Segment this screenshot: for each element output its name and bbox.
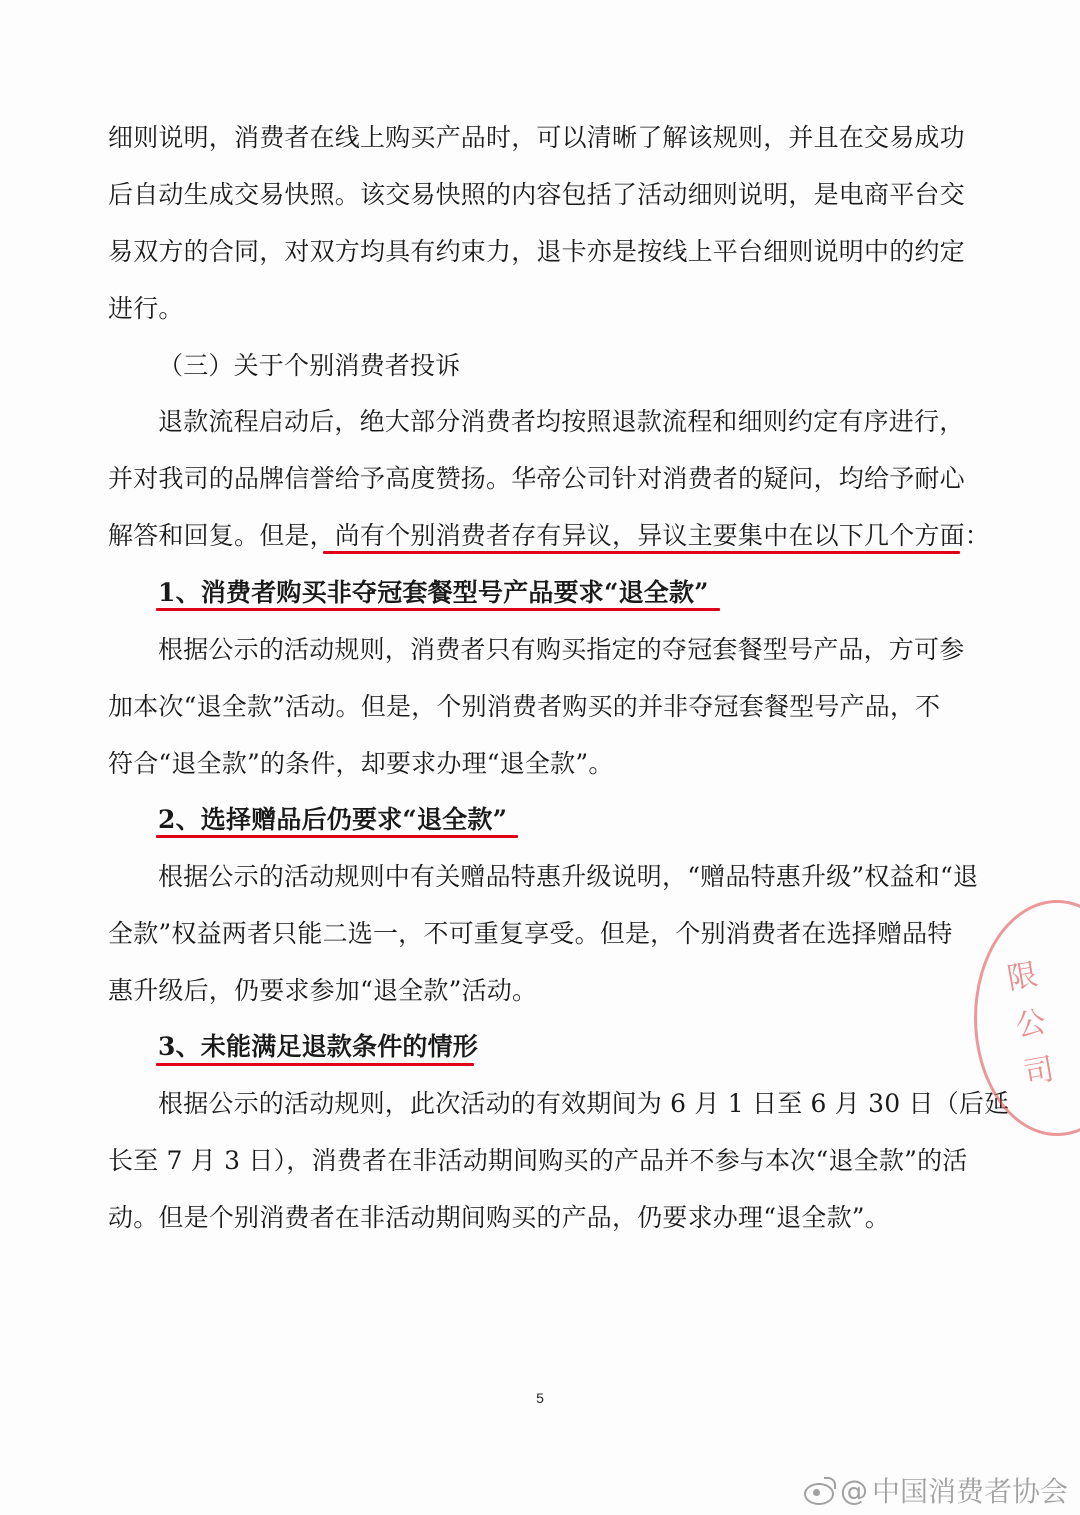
watermark-prefix: @ <box>839 1473 868 1507</box>
watermark-text: 中国消费者协会 <box>871 1475 1068 1508</box>
weibo-watermark <box>802 1470 1068 1510</box>
section-heading: （三）关于个别消费者投诉 <box>158 351 461 380</box>
paragraph-line: 根据公示的活动规则中有关赠品特惠升级说明，“赠品特惠升级”权益和“退 <box>158 862 979 891</box>
paragraph-line: 根据公示的活动规则，消费者只有购买指定的夺冠套餐型号产品，方可参 <box>158 635 965 664</box>
paragraph-line: 后自动生成交易快照。该交易快照的内容包括了活动细则说明，是电商平台交 <box>108 180 965 209</box>
paragraph-line: 惠升级后，仍要求参加“退全款”活动。 <box>108 976 538 1005</box>
subheading-2: 2、选择赠品后仍要求“退全款” <box>158 805 508 834</box>
paragraph-line: 根据公示的活动规则，此次活动的有效期间为 6 月 1 日至 6 月 30 日（后延 <box>158 1089 1010 1118</box>
paragraph-line: 进行。 <box>108 294 184 323</box>
subheading-1: 1、消费者购买非夺冠套餐型号产品要求“退全款” <box>158 578 709 607</box>
paragraph-line: 全款”权益两者只能二选一，不可重复享受。但是，个别消费者在选择赠品特 <box>108 919 953 948</box>
paragraph-line: 退款流程启动后，绝大部分消费者均按照退款流程和细则约定有序进行， <box>158 407 965 436</box>
paragraph-line: 细则说明，消费者在线上购买产品时，可以清晰了解该规则，并且在交易成功 <box>108 123 965 152</box>
paragraph-line: 符合“退全款”的条件，却要求办理“退全款”。 <box>108 749 614 778</box>
paragraph-line: 动。但是个别消费者在非活动期间购买的产品，仍要求办理“退全款”。 <box>108 1203 890 1232</box>
red-underline <box>156 608 720 611</box>
paragraph-line: 并对我司的品牌信誉给予高度赞扬。华帝公司针对消费者的疑问，均给予耐心 <box>108 464 965 493</box>
page-number: 5 <box>536 1390 544 1406</box>
seal-text: 限公司 <box>998 957 1059 1106</box>
subheading-3: 3、未能满足退款条件的情形 <box>158 1032 478 1061</box>
red-underline <box>156 835 518 838</box>
paragraph-line: 加本次“退全款”活动。但是，个别消费者购买的并非夺冠套餐型号产品，不 <box>108 692 941 721</box>
paragraph-line: 解答和回复。但是，尚有个别消费者存有异议，异议主要集中在以下几个方面： <box>108 521 991 550</box>
red-underline <box>323 551 960 554</box>
paragraph-line: 长至 7 月 3 日），消费者在非活动期间购买的产品并不参与本次“退全款”的活 <box>108 1146 968 1175</box>
red-underline <box>156 1063 474 1066</box>
weibo-icon <box>802 1477 836 1503</box>
paragraph-line: 易双方的合同，对双方均具有约束力，退卡亦是按线上平台细则说明中的约定 <box>108 237 965 266</box>
